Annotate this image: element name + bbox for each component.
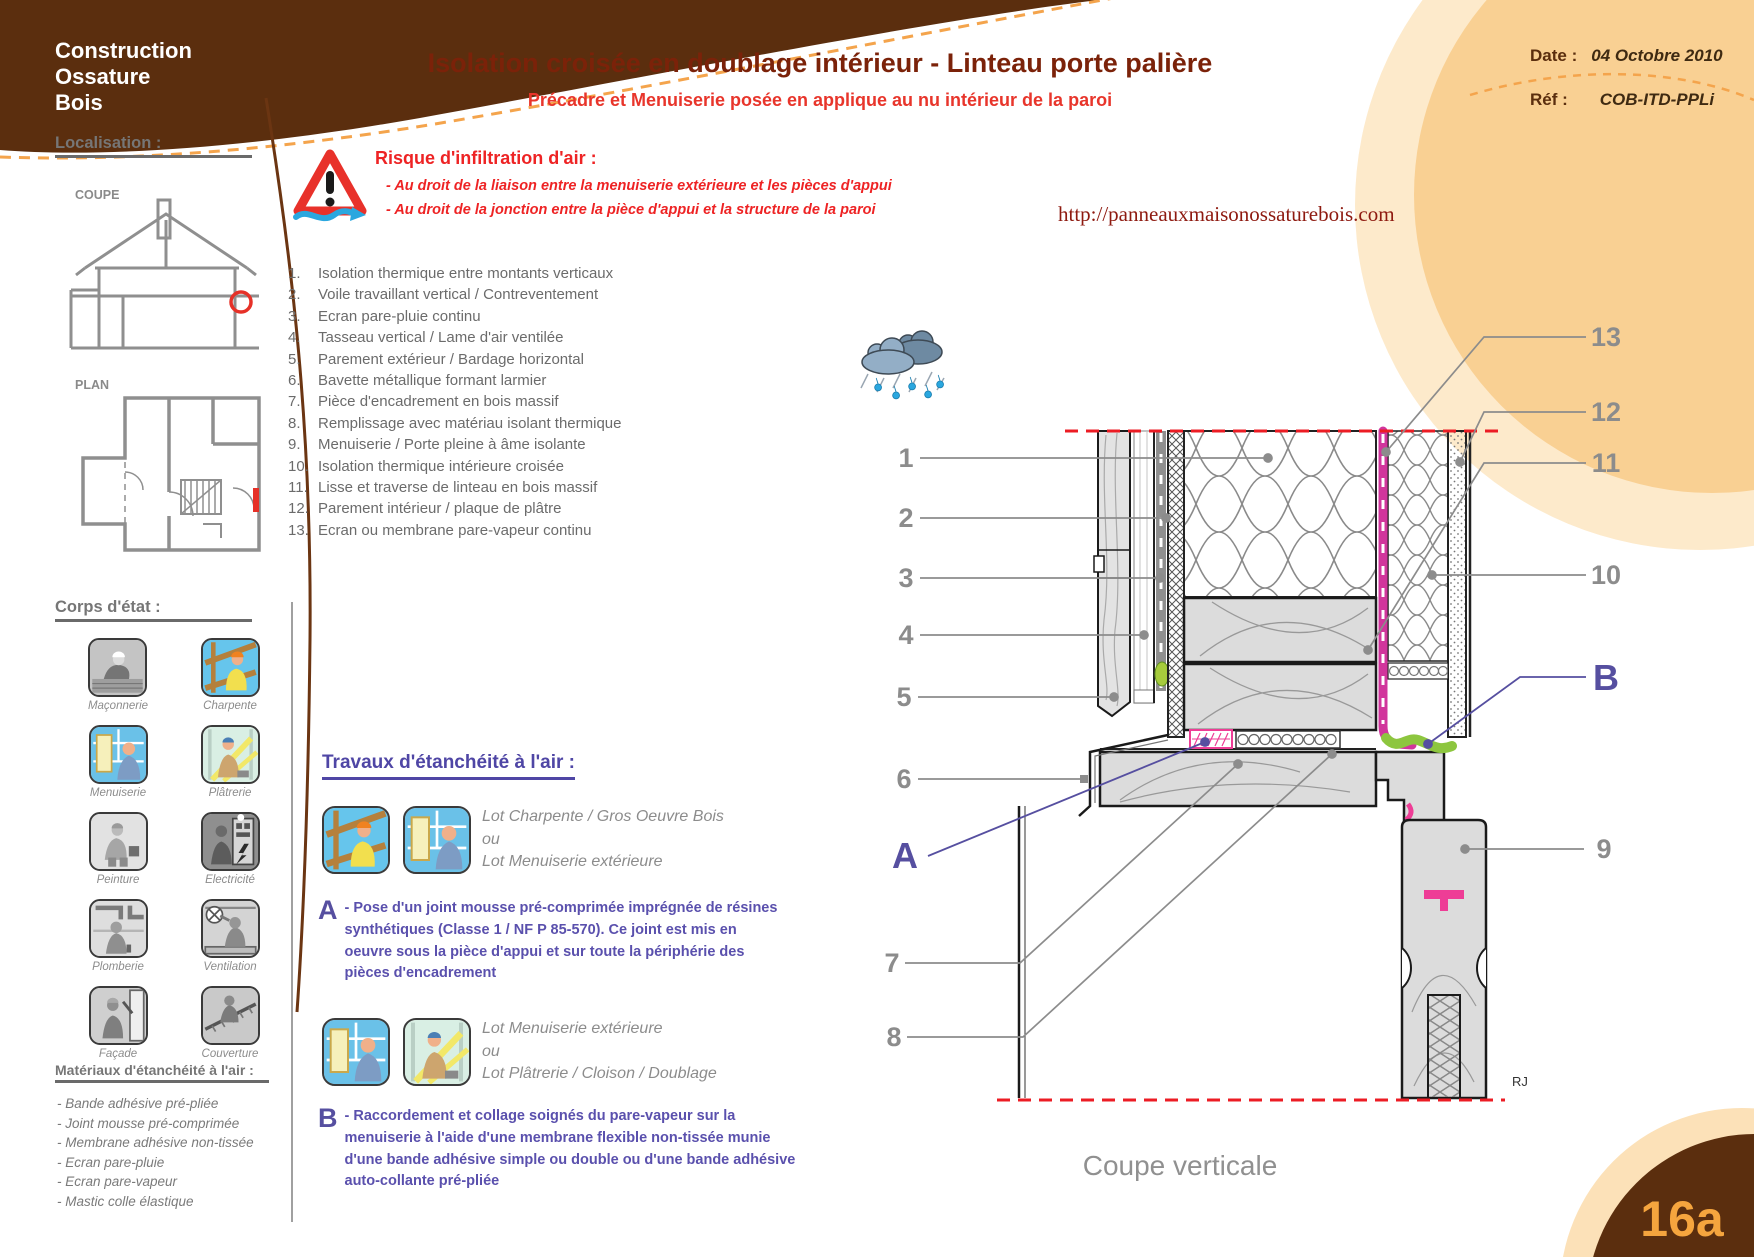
charpente-icon <box>322 806 390 874</box>
legend-item: 7. Pièce d'encadrement en bois massif <box>288 393 559 411</box>
porte-pleine <box>1402 820 1486 1098</box>
platrerie-icon <box>403 1018 471 1086</box>
note-B <box>318 1103 818 1193</box>
materiau-item: - Membrane adhésive non-tissée <box>57 1135 254 1151</box>
house-section-drawing <box>63 198 273 353</box>
callout-8: 8 <box>886 1022 902 1052</box>
materiau-item: - Ecran pare-vapeur <box>57 1174 178 1190</box>
electricite-icon <box>201 812 260 871</box>
legend-item: 1. Isolation thermique entre montants verticaux <box>288 265 614 282</box>
materiaux-title: Matériaux d'étanchéité à l'air : <box>55 1062 269 1083</box>
parement-interieur <box>1448 431 1466 737</box>
legend-item: 2. Voile travaillant vertical / Contreventement <box>288 286 599 304</box>
date-label: Date : <box>1530 46 1578 65</box>
legend-item: 5. Parement extérieur / Bardage horizontal <box>288 350 584 368</box>
note-A-text: - Pose d'un joint mousse pré-comprimée imprégnée de résines synthétiques (Classe 1 / NF P 85-570). Ce joint est mis en oeuvre sous la pièce d'appui et sur toute la périphérie des pièces d'encadrement <box>344 900 778 982</box>
materiaux-list <box>57 1094 287 1212</box>
coupe-label: COUPE <box>75 188 120 202</box>
travaux-group2-icons <box>322 1018 471 1086</box>
door-seal-pink <box>1424 890 1464 899</box>
legend-item: 10. Isolation thermique intérieure croisée <box>288 457 564 475</box>
callout-13: 13 <box>1590 322 1622 352</box>
trade-plomberie: Plomberie <box>89 899 148 973</box>
corps-detat-title: Corps d'état : <box>55 598 252 622</box>
isolation-montants <box>1184 431 1376 597</box>
technical-section-drawing <box>850 320 1754 1200</box>
legend-item: 6. Bavette métallique formant larmier <box>288 372 547 390</box>
travaux-group1-text: Lot Charpente / Gros Oeuvre Bois ou Lot Menuiserie extérieure <box>482 808 724 870</box>
voile-contreventement <box>1168 431 1184 737</box>
legend-item: 11. Lisse et traverse de linteau en bois massif <box>288 479 598 497</box>
callout-1: 1 <box>898 443 914 473</box>
menuiserie-icon <box>322 1018 390 1086</box>
website-url[interactable]: http://panneauxmaisonossaturebois.com <box>1058 202 1395 226</box>
trade-ventilation: Ventilation <box>201 899 260 973</box>
platrerie-icon <box>201 725 260 784</box>
encadrement-lines <box>1019 806 1025 1098</box>
ventilation-icon <box>201 899 260 958</box>
membrane-raccord-B <box>1386 738 1452 748</box>
note-B-text: - Raccordement et collage soignés du pare-vapeur sur la menuiserie à l'aide d'une membrane flexible non-tissée munie d'une bande adhésive simple ou double ou d'une bande adhésive auto-collante pré-pliée <box>344 1108 796 1190</box>
callout-11: 11 <box>1591 448 1621 478</box>
title-block <box>340 48 1300 111</box>
trade-couverture: Couverture <box>201 986 260 1060</box>
compriband-green <box>1155 662 1169 686</box>
tasseau-air-gap <box>1134 431 1154 703</box>
trade-peinture: Peinture <box>89 812 148 886</box>
logo-construction-ossature-bois <box>55 38 192 116</box>
legend-item: 4. Tasseau vertical / Lame d'air ventilée <box>288 329 564 347</box>
note-A <box>318 895 798 985</box>
logo-line2: Ossature <box>55 64 151 89</box>
materiau-item: - Ecran pare-pluie <box>57 1154 165 1170</box>
isolation-croisee <box>1388 431 1448 661</box>
detail-door-marker <box>253 488 259 512</box>
rain-clouds-icon <box>861 331 944 399</box>
plan-label: PLAN <box>75 378 110 392</box>
callout-6: 6 <box>896 764 912 794</box>
page-title: Isolation croisée en doublage intérieur - Linteau porte palière <box>427 48 1213 78</box>
warning-triangle-icon <box>292 147 368 229</box>
peinture-icon <box>89 812 148 871</box>
warning-line-1: - Au droit de la liaison entre la menuiserie extérieure et les pièces d'appui <box>386 178 892 194</box>
couverture-icon <box>201 986 260 1045</box>
legend-item: 9. Menuiserie / Porte pleine à âme isolante <box>288 436 586 454</box>
callout-5: 5 <box>896 682 912 712</box>
callout-7: 7 <box>884 948 900 978</box>
warning-line-2: - Au droit de la jonction entre la pièce d'appui et la structure de la paroi <box>386 202 876 218</box>
joint-row-upper <box>1388 663 1448 679</box>
trade-facade: Façade <box>89 986 148 1060</box>
trades-grid <box>62 638 287 1060</box>
legend-item: 13. Ecran ou membrane pare-vapeur continu <box>288 521 592 539</box>
charpente-icon <box>201 638 260 697</box>
menuiserie-icon <box>89 725 148 784</box>
callout-B: B <box>1593 657 1619 698</box>
bardage-exterior-cladding <box>1098 431 1130 716</box>
rj-mark: RJ <box>1512 1074 1528 1089</box>
trade-menuiserie: Menuiserie <box>89 725 148 799</box>
door-core-insulation <box>1428 995 1460 1098</box>
component-legend <box>288 263 708 541</box>
trade-electricite: Electricité <box>201 812 260 886</box>
materiau-item: - Joint mousse pré-comprimée <box>57 1115 240 1131</box>
ref-row <box>1530 90 1714 110</box>
localisation-title: Localisation : <box>55 134 252 158</box>
callout-4: 4 <box>898 620 914 650</box>
callout-A: A <box>892 835 918 876</box>
plomberie-icon <box>89 899 148 958</box>
ref-label: Réf : <box>1530 90 1568 109</box>
warning-title: Risque d'infiltration d'air : <box>375 148 597 168</box>
callout-12: 12 <box>1590 397 1622 427</box>
date-value: 04 Octobre 2010 <box>1591 46 1723 65</box>
legend-item: 8. Remplissage avec matériau isolant thermique <box>288 414 622 432</box>
trade-platrerie: Plâtrerie <box>201 725 260 799</box>
note-A-label: A <box>318 895 338 925</box>
facade-icon <box>89 986 148 1045</box>
materiau-item: - Mastic colle élastique <box>57 1193 194 1209</box>
date-row <box>1530 46 1723 66</box>
logo-line1: Construction <box>55 38 192 63</box>
travaux-group1-icons <box>322 806 471 874</box>
materiau-item: - Bande adhésive pré-pliée <box>57 1096 219 1111</box>
linteau-blocks <box>1184 598 1376 730</box>
note-B-label: B <box>318 1103 338 1133</box>
page-number-badge: 16a <box>1640 1191 1724 1247</box>
callout-9: 9 <box>1596 834 1612 864</box>
legend-item: 3. Ecran pare-pluie continu <box>288 307 481 325</box>
logo-line3: Bois <box>55 90 103 115</box>
house-plan-drawing <box>63 392 273 557</box>
ref-value: COB-ITD-PPLi <box>1599 90 1715 109</box>
callout-2: 2 <box>898 503 914 533</box>
trade-charpente: Charpente <box>201 638 260 712</box>
drawing-caption: Coupe verticale <box>1082 1150 1278 1181</box>
callout-3: 3 <box>898 563 914 593</box>
callout-10: 10 <box>1590 560 1622 590</box>
legend-item: 12. Parement intérieur / plaque de plâtre <box>288 500 562 518</box>
travaux-group2-text: Lot Menuiserie extérieure ou Lot Plâtrerie / Cloison / Doublage <box>482 1020 717 1082</box>
joint-row-appui <box>1236 731 1340 748</box>
travaux-title: Travaux d'étanchéité à l'air : <box>322 752 575 780</box>
maconnerie-icon <box>88 638 147 697</box>
page-subtitle: Précadre et Menuiserie posée en applique au nu intérieur de la paroi <box>527 90 1113 110</box>
menuiserie-icon <box>403 806 471 874</box>
trade-maconnerie: Maçonnerie <box>88 638 148 712</box>
